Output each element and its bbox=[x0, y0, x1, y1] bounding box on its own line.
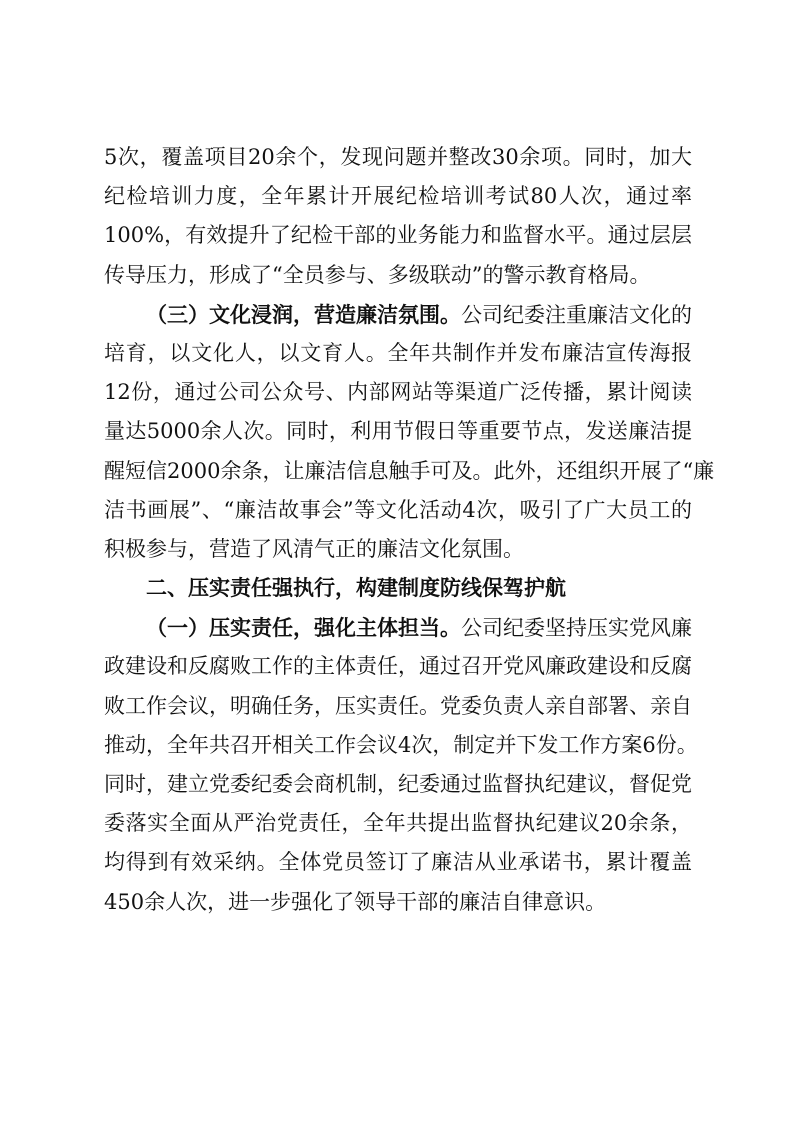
text-line: 败工作会议，明确任务，压实责任。党委负责人亲自部署、亲自 bbox=[104, 693, 692, 718]
text-line: 5次，覆盖项目20余个，发现问题并整改30余项。同时，加大 bbox=[104, 145, 692, 169]
text-line: 450余人次，进一步强化了领导干部的廉洁自律意识。 bbox=[104, 889, 607, 914]
text-line: 纪检培训力度，全年累计开展纪检培训考试80人次，通过率 bbox=[104, 184, 692, 209]
section-lead-responsibility: （一）压实责任，强化主体担当。 bbox=[146, 615, 461, 641]
text-line: 醒短信2000余条，让廉洁信息触手可及。此外，还组织开展了“廉 bbox=[104, 458, 715, 483]
section-heading bbox=[104, 569, 692, 608]
text-line: 洁书画展”、“廉洁故事会”等文化活动4次，吸引了广大员工的 bbox=[104, 497, 692, 522]
text-line: 12份，通过公司公众号、内部网站等渠道广泛传播，累计阅读 bbox=[104, 380, 692, 405]
text-fragment: 公司纪委坚持压实党风廉 bbox=[461, 616, 692, 641]
paragraph-culture bbox=[104, 295, 715, 569]
text-line: 推动，全年共召开相关工作会议4次，制定并下发工作方案6份。 bbox=[104, 732, 698, 757]
text-line: 100%，有效提升了纪检干部的业务能力和监督水平。通过层层 bbox=[104, 223, 692, 248]
text-line: 量达5000余人次。同时，利用节假日等重要节点，发送廉洁提 bbox=[104, 419, 692, 444]
paragraph-inspection-summary bbox=[104, 138, 692, 295]
text-line: 均得到有效采纳。全体党员签订了廉洁从业承诺书，累计覆盖 bbox=[104, 850, 692, 875]
text-line bbox=[104, 608, 692, 647]
text-line: 同时，建立党委纪委会商机制，纪委通过监督执纪建议，督促党 bbox=[104, 772, 692, 796]
text-line: 政建设和反腐败工作的主体责任，通过召开党风廉政建设和反腐 bbox=[104, 654, 692, 679]
paragraph-responsibility bbox=[104, 608, 698, 922]
text-line bbox=[104, 295, 692, 334]
text-line: 培育，以文化人，以文育人。全年共制作并发布廉洁宣传海报 bbox=[104, 340, 692, 365]
document-page bbox=[104, 138, 715, 922]
section-heading-text: 二、压实责任强执行，构建制度防线保驾护航 bbox=[146, 576, 566, 601]
text-line: 委落实全面从严治党责任，全年共提出监督执纪建议20余条， bbox=[104, 811, 692, 836]
section-lead-culture: （三）文化浸润，营造廉洁氛围。 bbox=[146, 301, 461, 327]
text-line: 积极参与，营造了风清气正的廉洁文化氛围。 bbox=[104, 536, 524, 561]
text-line: 传导压力，形成了“全员参与、多级联动”的警示教育格局。 bbox=[104, 262, 651, 287]
text-fragment: 公司纪委注重廉洁文化的 bbox=[461, 302, 692, 327]
